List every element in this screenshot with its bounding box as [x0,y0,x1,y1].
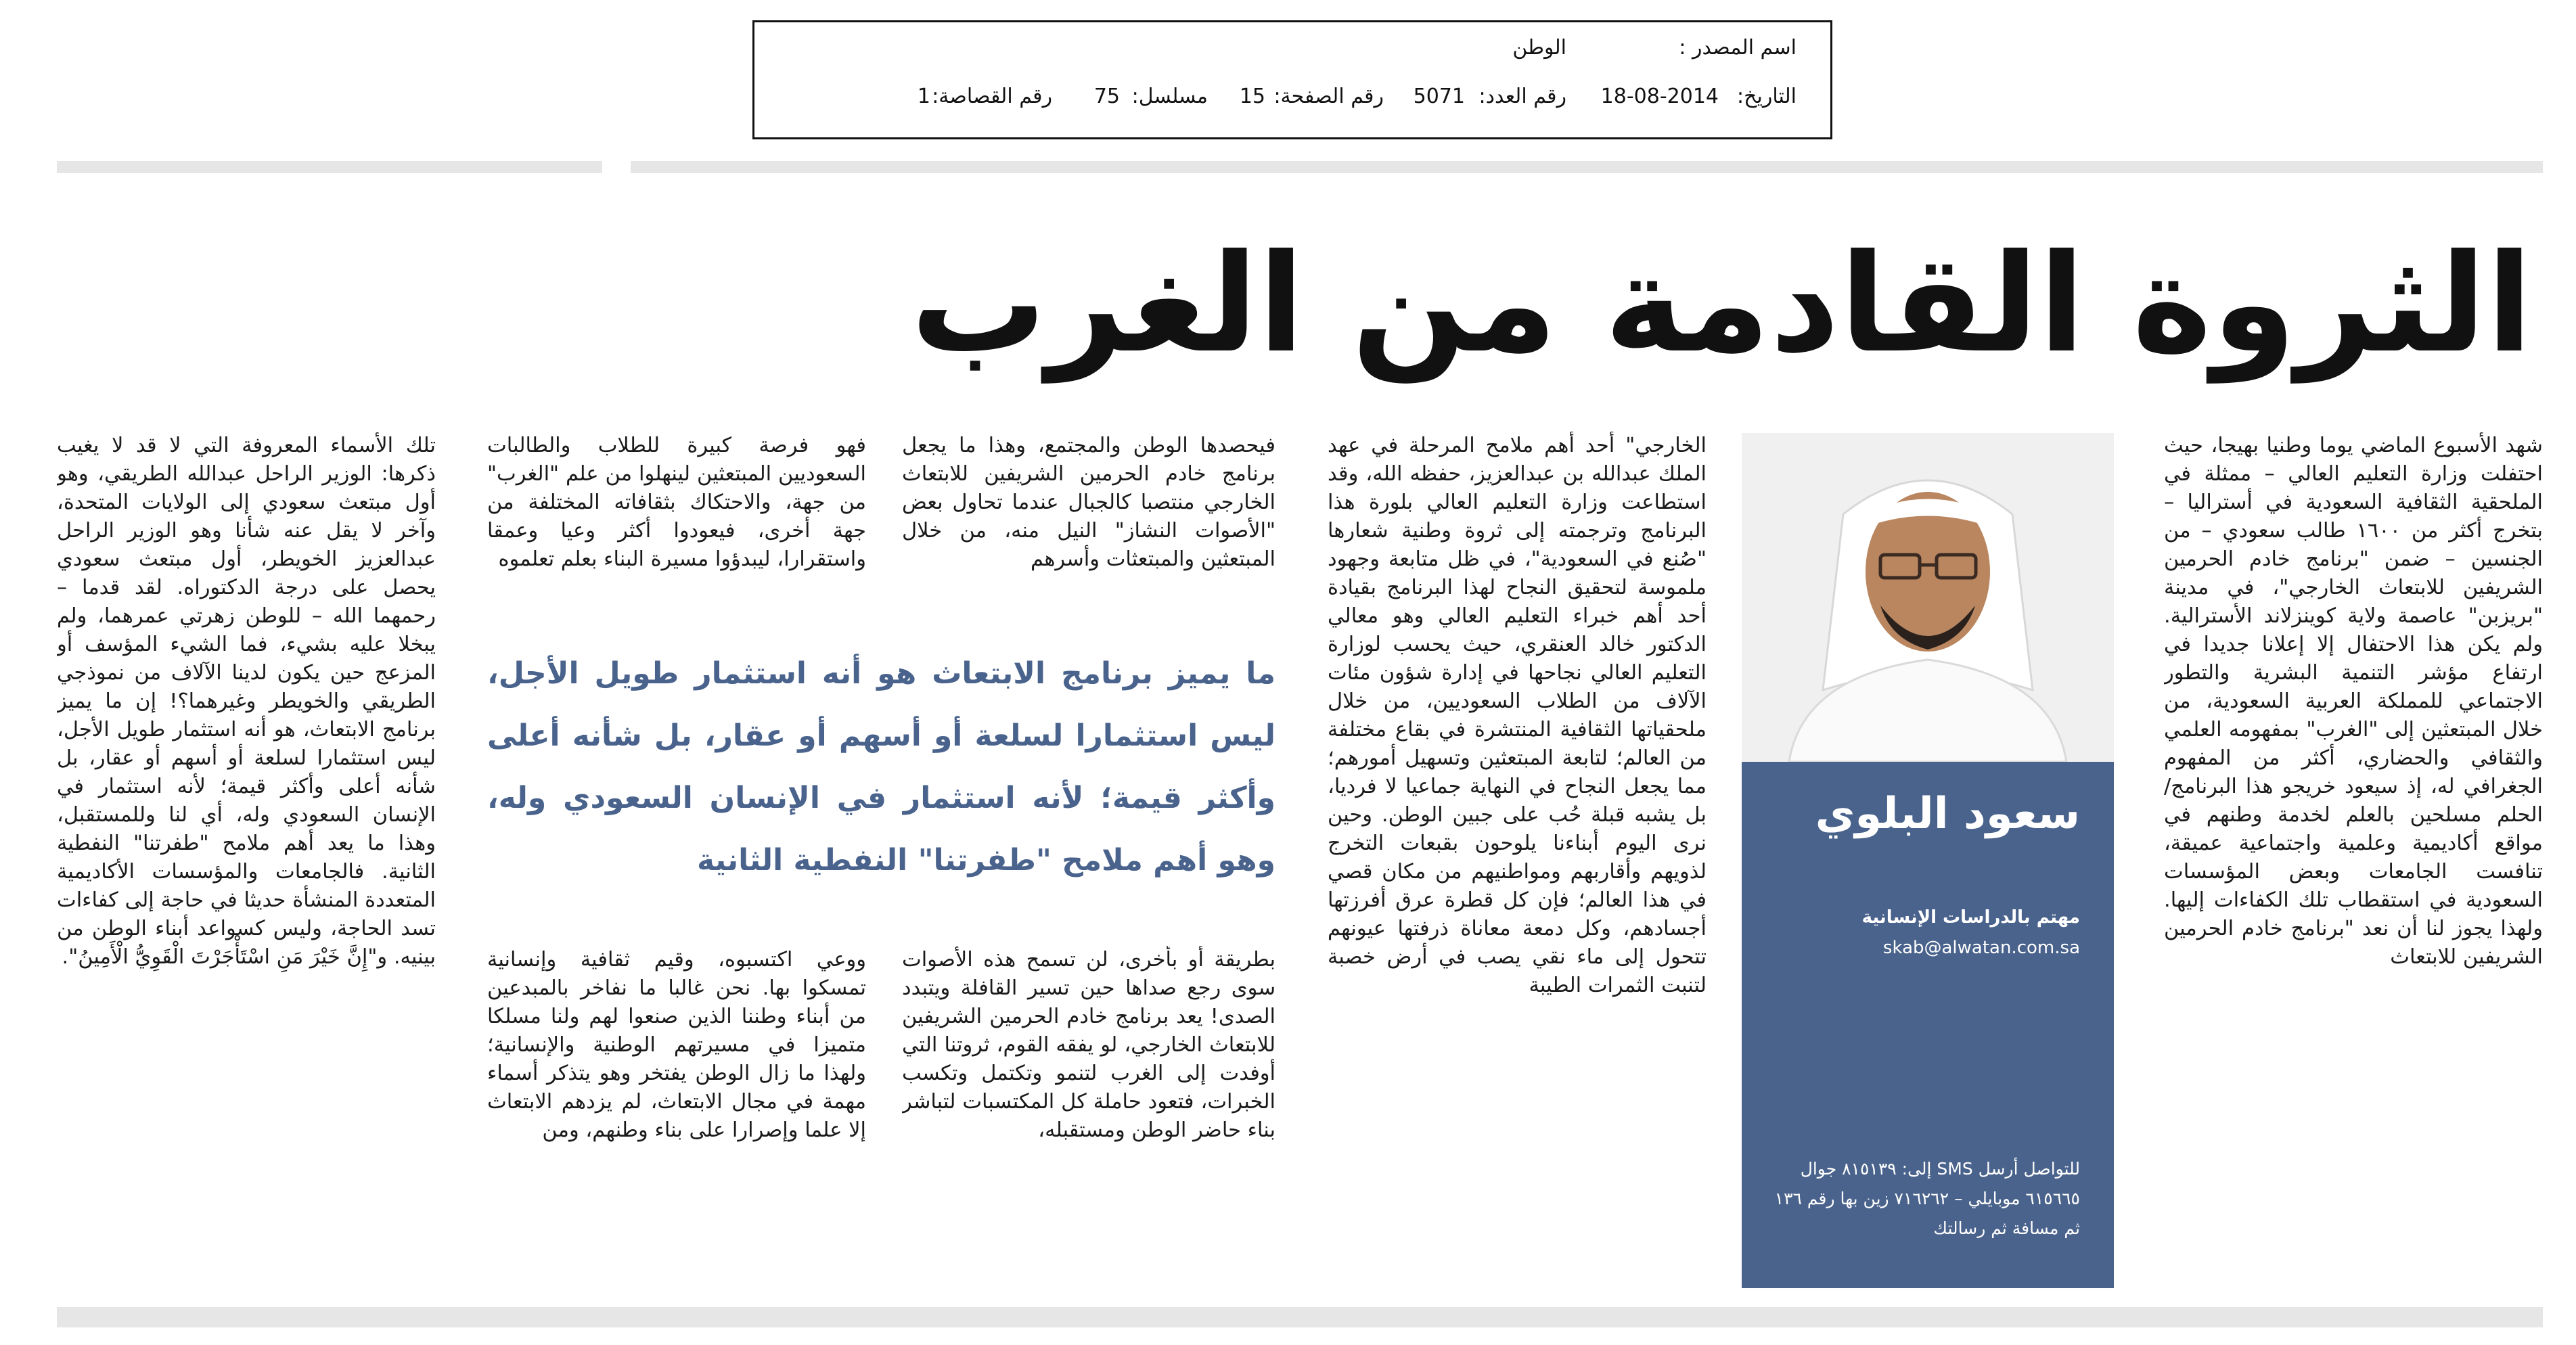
top-rule-left [57,161,602,173]
author-photo [1742,433,2114,762]
author-panel [1742,762,2114,1288]
column-2-text: الخارجي" أحد أهم ملامح المرحلة في عهد الملك عبدالله بن عبدالعزيز، حفظه الله، وقد استطاعت وزارة التعليم العالي بلورة هذا البرنامج وترجمته إلى ثروة وطنية شعارها "صُنع في السعودية"، في ظل متابعة وجهود ملموسة لتحقيق النجاح لهذا البرنامج بقيادة أحد أهم خبراء التعليم العالي وهو معالي الدكتور خالد العنقري، حيث يحسب لوزارة التعليم العالي نجاحها في إدارة شؤون مئات الآلاف من الطلاب السعوديين، من خلال ملحقياتها الثقافية المنتشرة في بقاع مختلفة من العالم؛ لتابعة المبتعثين وتسهيل أمورهم؛ مما يجعل النجاح في النهاية جماعيا لا فرديا، بل يشبه قبلة حُب على جبين الوطن. وحين نرى اليوم أبناءنا يلوحون بقبعات التخرج لذويهم وأقاربهم ومواطنيهم من مكان قصي في هذا العالم؛ فإن كل قطرة عرق أفرزتها أجسادهم، وكل دمعة معاناة ذرفتها عيونهم تتحول إلى ماء نقي يصب في أرض خصبة لتنبت الثمرات الطيبة [1328,434,1707,997]
date-label: التاريخ: [1737,85,1797,108]
issue-value: 5071 [1413,85,1465,108]
author-portrait-icon [1742,433,2114,762]
issue-label: رقم العدد: [1478,85,1566,108]
clip-value: 1 [917,85,930,108]
serial-value: 75 [1093,85,1120,108]
metadata-box [752,20,1832,139]
serial-label: مسلسل: [1131,85,1208,108]
pull-quote: ما يميز برنامج الابتعاث هو أنه استثمار طويل الأجل، ليس استثمارا لسلعة أو أسهم أو عقار، بل شأنه أعلى وأكثر قيمة؛ لأنه استثمار في الإنسان السعودي وله، وهو أهم ملامح "طفرتنا" النفطية الثانية [487,656,1275,877]
column-4-top-text: فهو فرصة كبيرة للطلاب والطالبات السعوديين المبتعثين لينهلوا من علم "الغرب" من جهة، والاحتكاك بثقافاته المختلفة من جهة أخرى، فيعودوا أكثر وعيا وعمقا واستقرارا، ليبدؤوا مسيرة البناء بعلم تعلموه [487,434,866,571]
column-3-top-text: فيحصدها الوطن والمجتمع، وهذا ما يجعل برنامج خادم الحرمين الشريفين للابتعاث الخارجي منتصبا كالجبال عندما تحاول بعض "الأصوات النشاز" النيل منه، من خلال المبتعثين والمبتعثات وأسرهم [902,434,1275,571]
article-column-4-top [487,432,866,635]
article-column-2 [1328,432,1707,1291]
author-name: سعود البلوي [1815,789,2080,839]
source-value: الوطن [1512,36,1566,60]
article-column-5 [57,432,436,1291]
column-5-text: تلك الأسماء المعروفة التي لا قد لا يغيب ذكرها: الوزير الراحل عبدالله الطريقي، وهو أول مبتعث سعودي إلى الولايات المتحدة، وآخر لا يقل عنه شأنا وهو الوزير الراحل عبدالعزيز الخويطر، أول مبتعث سعودي يحصل على درجة الدكتوراه. لقد قدما – رحمهما الله – للوطن زهرتي عمرهما، ولم يبخلا عليه بشيء، فما الشيء المؤسف أو المزعج حين يكون لدينا الآلاف من نموذجي الطريقي والخويطر وغيرهما؟! إن ما يميز برنامج الابتعاث، هو أنه استثمار طويل الأجل، ليس استثمارا لسلعة أو أسهم أو عقار، بل شأنه أعلى وأكثر قيمة؛ لأنه استثمار في الإنسان السعودي وله، أي لنا وللمستقبل، وهذا ما يعد أهم ملامح "طفرتنا" النفطية الثانية. فالجامعات والمؤسسات الأكاديمية المتعددة المنشأة حديثا في حاجة إلى كفاءات تسد الحاجة، وليس كسواعد أبناء الوطن من بينيه. و"إِنَّ خَيْرَ مَنِ اسْتَأْجَرْتَ الْقَوِيُّ الْأَمِينُ". [57,434,436,969]
bottom-rule [57,1307,2543,1327]
author-email: skab@alwatan.com.sa [1882,938,2080,958]
page-label: رقم الصفحة: [1273,85,1384,108]
date-value: 18-08-2014 [1600,85,1719,108]
article-column-3-top [902,432,1275,635]
article-column-3-bottom [902,946,1275,1291]
author-title: مهتم بالدراسات الإنسانية [1861,907,2080,928]
sms-contact-text: للتواصل أرسل SMS إلى: ٨١٥١٣٩ جوال ٦١٥٦٦٥ موبايلي – ٧١٦٢٦٢ زين بها رقم ١٣٦ ثم مسافة ثم رسالتك [1774,1159,2080,1238]
article-column-4-bottom [487,946,866,1291]
clip-label: رقم القصاصة: [932,85,1052,108]
top-rule-right [631,161,2543,173]
column-4-bottom-text: ووعي اكتسبوه، وقيم ثقافية وإنسانية تمسكوا بها. نحن غالبا ما نفاخر بالمبدعين من أبناء وطننا الذين صنعوا لهم ولنا مسلكا متميزا في مسيرتهم الوطنية والإنسانية؛ ولهذا ما زال الوطن يفتخر وهو يتذكر أسماء مهمة في مجال الابتعاث، لم يزدهم الابتعاث إلا علما وإصرارا على بناء وطنهم، ومن [487,948,866,1142]
column-1-text: شهد الأسبوع الماضي يوما وطنيا بهيجا، حيث احتفلت وزارة التعليم العالي – ممثلة في الملحقية الثقافية السعودية في أستراليا – بتخرج أكثر من ١٦٠٠ طالب سعودي – من الجنسين – ضمن "برنامج خادم الحرمين الشريفين للابتعاث الخارجي"، في مدينة "بريزبن" عاصمة ولاية كوينزلاند الأسترالية. ولم يكن هذا الاحتفال إلا إعلانا جديدا في ارتفاع مؤشر التنمية البشرية والتطور الاجتماعي للمملكة العربية السعودية، من خلال المبتعثين إلى "الغرب" بمفهومه العلمي والثقافي والحضاري، أكثر من المفهوم الجغرافي له، إذ سيعود خريجو هذا البرنامج/الحلم مسلحين بالعلم لخدمة وطنهم في مواقع أكاديمية وعلمية واجتماعية عميقة، تنافست الجامعات وبعض المؤسسات السعودية في استقطاب تلك الكفاءات إليها. ولهذا يجوز لنا أن نعد "برنامج خادم الحرمين الشريفين للابتعاث [2164,434,2543,969]
article-headline: الثروة القادمة من الغرب [910,225,2533,383]
article-column-1 [2164,432,2543,1291]
page-value: 15 [1239,85,1265,108]
source-label: اسم المصدر : [1679,36,1797,60]
column-3-bottom-text: بطريقة أو بأخرى، لن تسمح هذه الأصوات سوى رجع صداها حين تسير القافلة ويتبدد الصدى! يعد برنامج خادم الحرمين الشريفين للابتعاث الخارجي، لو يفقه القوم، ثروتنا التي أوفدت إلى الغرب لتنمو وتكتمل وتكسب الخبرات، فتعود حاملة كل المكتسبات لتباشر بناء حاضر الوطن ومستقبله، [902,948,1275,1142]
